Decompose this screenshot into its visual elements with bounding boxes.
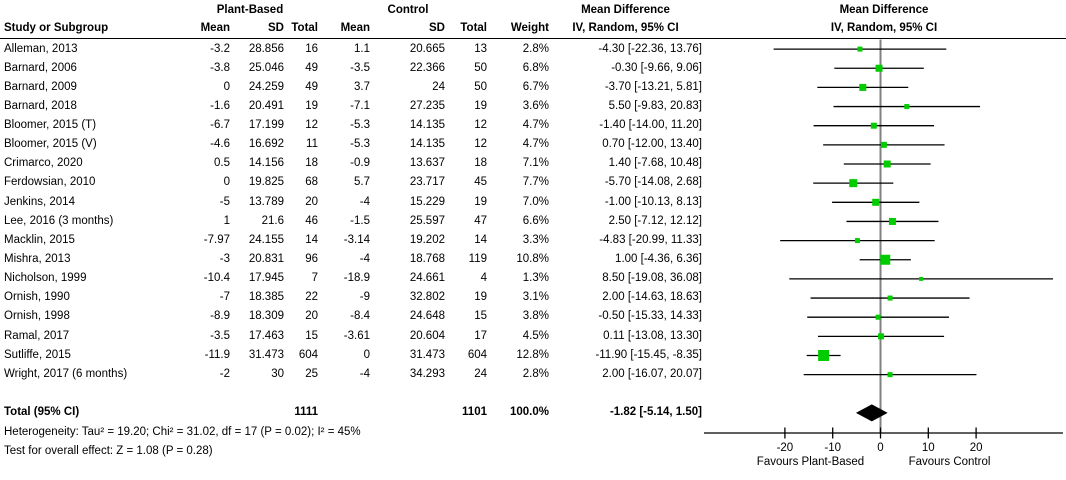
control-mean: -7.1 (350, 99, 370, 112)
ci-method-header: IV, Random, 95% CI (572, 22, 679, 34)
control-total: 50 (474, 61, 487, 74)
pb-total: 16 (305, 42, 318, 55)
ci-text: 8.50 [-19.08, 36.08] (602, 272, 702, 285)
pb-mean-header: Mean (200, 22, 230, 34)
pb-total: 96 (305, 253, 318, 266)
weight: 2.8% (522, 42, 549, 55)
study-name: Ramal, 2017 (4, 329, 70, 342)
study-row (0, 40, 702, 59)
pb-total: 19 (305, 99, 318, 112)
control-total: 19 (474, 195, 487, 208)
ci-text: -4.83 [-20.99, 11.33] (599, 233, 702, 246)
pb-total: 22 (305, 291, 318, 304)
study-table (0, 40, 702, 423)
weight: 3.1% (522, 291, 549, 304)
control-sd-header: SD (429, 22, 445, 34)
study-row (0, 116, 702, 135)
control-total-header: Total (460, 22, 487, 34)
control-total: 50 (474, 80, 487, 93)
effect-marker (876, 65, 883, 72)
control-mean: -1.5 (350, 214, 370, 227)
overall-effect-text: Test for overall effect: Z = 1.08 (P = 0.28) (4, 445, 213, 458)
total-weight: 100.0% (509, 406, 549, 419)
ci-text: 0.70 [-12.00, 13.40] (602, 138, 702, 151)
study-name: Macklin, 2015 (4, 233, 75, 246)
pb-mean: -7 (219, 291, 230, 304)
pb-total: 49 (305, 80, 318, 93)
pb-mean: -7.97 (203, 233, 230, 246)
control-mean: -5.3 (350, 138, 370, 151)
control-mean: -3.5 (350, 61, 370, 74)
group2-header: Control (387, 4, 429, 16)
pb-total: 12 (305, 119, 318, 132)
study-name: Wright, 2017 (6 months) (4, 367, 128, 380)
pb-mean: -3.2 (210, 42, 230, 55)
pb-sd: 21.6 (261, 214, 284, 227)
effect-marker (880, 255, 890, 265)
control-total: 119 (468, 253, 487, 266)
total-control-n: 1101 (462, 406, 487, 419)
pb-total: 18 (305, 157, 318, 170)
pb-sd: 20.831 (248, 253, 284, 266)
control-mean: -0.9 (350, 157, 370, 170)
control-mean: -4 (359, 253, 370, 266)
study-row (0, 269, 702, 288)
pb-total: 7 (311, 272, 318, 285)
effect-marker (889, 218, 896, 225)
weight: 7.7% (522, 176, 549, 189)
control-sd: 15.229 (409, 195, 445, 208)
control-sd: 20.665 (409, 42, 445, 55)
pb-sd: 24.259 (248, 80, 284, 93)
pb-sd: 18.309 (248, 310, 284, 323)
ci-text: 1.00 [-4.36, 6.36] (615, 253, 702, 266)
control-sd: 27.235 (409, 99, 445, 112)
pb-mean: -6.7 (210, 119, 230, 132)
study-row (0, 250, 702, 269)
favours-right-label: Favours Control (908, 456, 991, 468)
control-total: 17 (474, 329, 487, 342)
pb-sd: 30 (271, 367, 284, 380)
total-pb-n: 1111 (294, 406, 318, 419)
heterogeneity-text: Heterogeneity: Tau² = 19.20; Chi² = 31.02, df = 17 (P = 0.02); I² = 45% (4, 426, 361, 438)
ci-text: -11.90 [-15.45, -8.35] (595, 348, 702, 361)
pb-mean: 0 (223, 80, 230, 93)
plot-mean-difference-header: Mean Difference (839, 4, 929, 16)
control-mean: 1.1 (354, 42, 370, 55)
spacer-row (0, 384, 702, 403)
control-mean: 3.7 (354, 80, 370, 93)
weight: 6.8% (522, 61, 549, 74)
ci-text: 2.00 [-16.07, 20.07] (602, 367, 702, 380)
weight: 1.3% (522, 272, 549, 285)
control-sd: 24.661 (409, 272, 445, 285)
control-total: 19 (474, 291, 487, 304)
weight: 4.7% (522, 119, 549, 132)
control-mean-header: Mean (340, 22, 370, 34)
total-row (0, 403, 702, 422)
pb-total: 20 (305, 310, 318, 323)
ci-text: -0.50 [-15.33, 14.33] (598, 310, 702, 323)
pb-mean: 0.5 (214, 157, 230, 170)
weight: 6.6% (522, 214, 549, 227)
study-name: Ornish, 1998 (4, 310, 70, 323)
study-row (0, 288, 702, 307)
study-rows (0, 40, 702, 385)
control-mean: -8.4 (350, 310, 370, 323)
ci-text: 2.00 [-14.63, 18.63] (602, 291, 702, 304)
pb-sd: 17.945 (248, 272, 284, 285)
study-name: Crimarco, 2020 (4, 157, 83, 170)
control-mean: -18.9 (343, 272, 370, 285)
study-name: Mishra, 2013 (4, 253, 71, 266)
effect-marker (888, 372, 893, 377)
control-total: 47 (474, 214, 487, 227)
effect-marker (876, 315, 881, 320)
weight: 3.8% (522, 310, 549, 323)
ci-text: 5.50 [-9.83, 20.83] (608, 99, 702, 112)
effect-marker (818, 350, 829, 361)
control-total: 24 (474, 367, 487, 380)
effect-marker (888, 296, 893, 301)
pb-mean: -3.8 (210, 61, 230, 74)
study-name: Bloomer, 2015 (T) (4, 119, 97, 132)
control-sd: 14.135 (409, 119, 445, 132)
pb-sd: 18.385 (248, 291, 284, 304)
study-row (0, 231, 702, 250)
study-name: Alleman, 2013 (4, 42, 78, 55)
ci-text: 0.11 [-13.08, 13.30] (603, 329, 702, 342)
study-row (0, 154, 702, 173)
pb-total-header: Total (291, 22, 318, 34)
control-total: 4 (480, 272, 487, 285)
pooled-diamond (856, 404, 888, 421)
study-row (0, 173, 702, 192)
control-sd: 31.473 (409, 348, 445, 361)
control-mean: -4 (359, 367, 370, 380)
pb-mean: -3 (219, 253, 230, 266)
ci-text: -4.30 [-22.36, 13.76] (598, 42, 702, 55)
pb-sd: 17.199 (248, 119, 284, 132)
control-sd: 22.366 (409, 61, 445, 74)
control-sd: 13.637 (409, 157, 445, 170)
control-total: 18 (474, 157, 487, 170)
total-ci-text: -1.82 [-5.14, 1.50] (609, 406, 702, 419)
ci-text: -1.40 [-14.00, 11.20] (599, 119, 702, 132)
weight-column-header: Weight (510, 22, 549, 34)
pb-total: 46 (305, 214, 318, 227)
control-sd: 19.202 (409, 233, 445, 246)
pb-sd: 24.155 (248, 233, 284, 246)
control-sd: 25.597 (409, 214, 445, 227)
control-mean: -9 (359, 291, 370, 304)
control-total: 19 (474, 99, 487, 112)
pb-sd: 28.856 (248, 42, 284, 55)
axis-tick-label: -20 (776, 442, 794, 454)
ci-text: -0.30 [-9.66, 9.06] (611, 61, 702, 74)
study-name: Sutliffe, 2015 (4, 348, 71, 361)
control-total: 15 (474, 310, 487, 323)
group1-header: Plant-Based (216, 4, 284, 16)
ci-text: 2.50 [-7.12, 12.12] (608, 214, 702, 227)
study-name: Barnard, 2006 (4, 61, 77, 74)
pb-sd: 16.692 (248, 138, 284, 151)
pb-total: 49 (305, 61, 318, 74)
study-name: Nicholson, 1999 (4, 272, 87, 285)
control-sd: 34.293 (409, 367, 445, 380)
weight: 12.8% (516, 348, 549, 361)
effect-marker (881, 142, 887, 148)
pb-mean: -4.6 (210, 138, 230, 151)
total-label: Total (95% CI) (4, 406, 80, 419)
pb-total: 25 (305, 367, 318, 380)
favours-left-label: Favours Plant-Based (756, 456, 865, 468)
pb-total: 15 (305, 329, 318, 342)
study-row (0, 365, 702, 384)
control-total: 604 (467, 348, 487, 361)
control-sd: 18.768 (409, 253, 445, 266)
weight: 4.7% (522, 138, 549, 151)
pb-mean: -1.6 (210, 99, 230, 112)
study-column-header: Study or Subgroup (4, 22, 109, 34)
study-row (0, 135, 702, 154)
pb-mean: -3.5 (210, 329, 230, 342)
axis-tick-label: 10 (921, 442, 935, 454)
statistics-footer (0, 423, 720, 461)
ci-text: -5.70 [-14.08, 2.68] (604, 176, 702, 189)
pb-mean: -8.9 (210, 310, 230, 323)
mean-difference-header: Mean Difference (581, 4, 670, 16)
pb-sd: 14.156 (248, 157, 284, 170)
study-row (0, 97, 702, 116)
effect-marker (849, 179, 857, 187)
pb-total: 604 (298, 348, 318, 361)
effect-marker (859, 84, 866, 91)
effect-marker (884, 161, 891, 168)
control-sd: 20.604 (409, 329, 445, 342)
plot-ci-method-header: IV, Random, 95% CI (830, 22, 938, 34)
pb-mean: -2 (219, 367, 230, 380)
control-total: 13 (474, 42, 487, 55)
axis-tick-label: 0 (877, 442, 884, 454)
effect-marker (878, 333, 884, 339)
pb-mean: -11.9 (204, 348, 230, 361)
axis-tick-label: 20 (969, 442, 983, 454)
weight: 7.1% (522, 157, 549, 170)
weight: 7.0% (522, 195, 549, 208)
pb-total: 20 (305, 195, 318, 208)
control-mean: 5.7 (354, 176, 370, 189)
control-sd: 24.648 (409, 310, 445, 323)
axis-tick-label: -10 (824, 442, 842, 454)
control-sd: 14.135 (409, 138, 445, 151)
pb-sd: 19.825 (248, 176, 284, 189)
control-mean: -3.61 (343, 329, 370, 342)
control-mean: -5.3 (350, 119, 370, 132)
pb-mean: 1 (223, 214, 230, 227)
effect-marker (919, 277, 923, 281)
control-mean: 0 (363, 348, 370, 361)
study-name: Bloomer, 2015 (V) (4, 138, 97, 151)
pb-sd: 17.463 (248, 329, 284, 342)
study-row (0, 78, 702, 97)
pb-sd: 13.789 (248, 195, 284, 208)
weight: 3.6% (522, 99, 549, 112)
control-sd: 32.802 (409, 291, 445, 304)
study-row (0, 212, 702, 231)
effect-marker (855, 238, 860, 243)
pb-mean: 0 (223, 176, 230, 189)
weight: 2.8% (522, 367, 549, 380)
study-name: Lee, 2016 (3 months) (4, 214, 114, 227)
pb-total: 11 (306, 138, 318, 151)
weight: 10.8% (516, 253, 549, 266)
study-name: Barnard, 2009 (4, 80, 77, 93)
effect-marker (872, 199, 879, 206)
study-name: Jenkins, 2014 (4, 195, 75, 208)
weight: 3.3% (522, 233, 549, 246)
effect-marker (871, 123, 877, 129)
control-sd: 23.717 (409, 176, 445, 189)
study-row (0, 59, 702, 78)
control-total: 12 (474, 119, 487, 132)
control-sd: 24 (432, 80, 445, 93)
ci-text: 1.40 [-7.68, 10.48] (608, 157, 702, 170)
pb-total: 68 (305, 176, 318, 189)
study-row (0, 327, 702, 346)
pb-sd-header: SD (268, 22, 284, 34)
effect-marker (857, 47, 862, 52)
weight: 4.5% (522, 329, 549, 342)
study-name: Barnard, 2018 (4, 99, 77, 112)
study-row (0, 307, 702, 326)
control-mean: -4 (359, 195, 370, 208)
pb-sd: 20.491 (248, 99, 284, 112)
forest-plot-canvas (702, 0, 1066, 480)
ci-text: -1.00 [-10.13, 8.13] (604, 195, 702, 208)
study-name: Ferdowsian, 2010 (4, 176, 96, 189)
pb-mean: -5 (219, 195, 230, 208)
pb-sd: 31.473 (248, 348, 284, 361)
pb-sd: 25.046 (248, 61, 284, 74)
control-total: 12 (474, 138, 487, 151)
ci-text: -3.70 [-13.21, 5.81] (604, 80, 702, 93)
study-row (0, 193, 702, 212)
study-row (0, 346, 702, 365)
control-total: 45 (474, 176, 487, 189)
weight: 6.7% (522, 80, 549, 93)
pb-mean: -10.4 (203, 272, 230, 285)
control-mean: -3.14 (343, 233, 370, 246)
pb-total: 14 (305, 233, 318, 246)
control-total: 14 (474, 233, 487, 246)
effect-marker (904, 104, 909, 109)
study-name: Ornish, 1990 (4, 291, 70, 304)
